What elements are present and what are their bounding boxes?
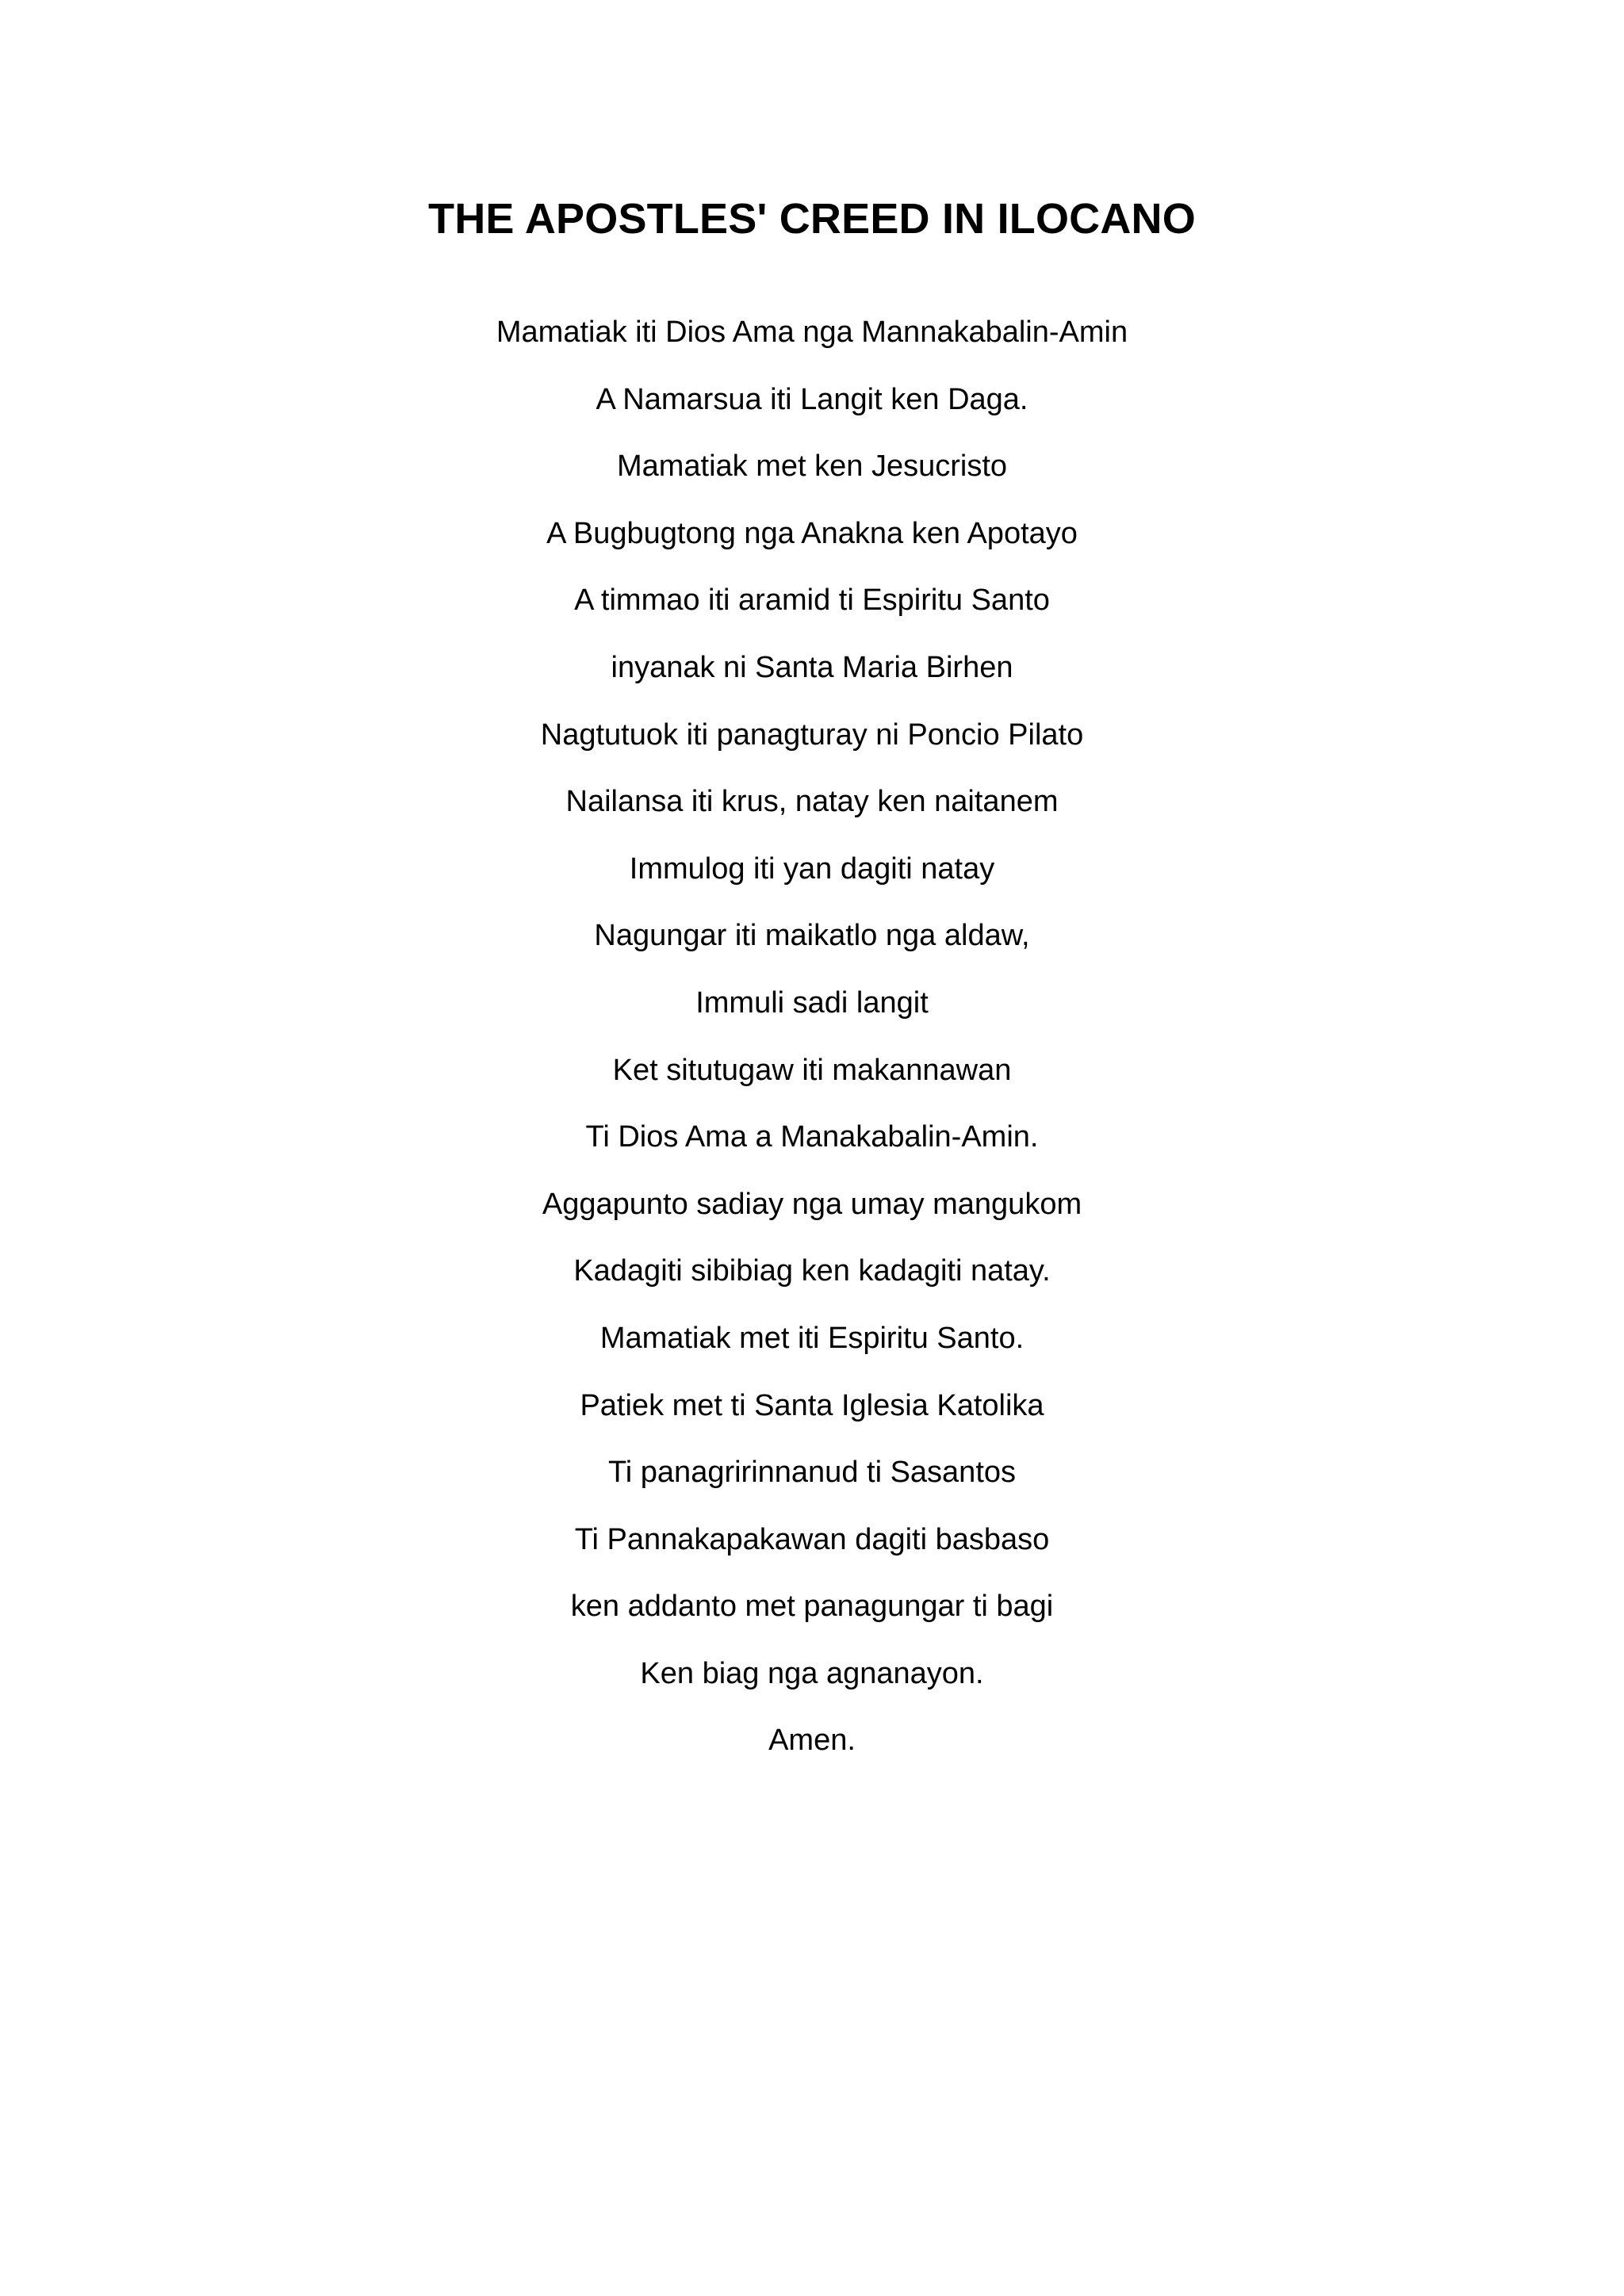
creed-line: Immuli sadi langit: [695, 985, 929, 1020]
creed-line: ken addanto met panagungar ti bagi: [570, 1590, 1054, 1624]
creed-lines: [0, 312, 1624, 1788]
creed-line: inyanak ni Santa Maria Birhen: [611, 650, 1013, 684]
creed-line: Ti Pannakapakawan dagiti basbaso: [574, 1522, 1050, 1556]
creed-line: Amen.: [768, 1724, 856, 1758]
creed-line: Immulog iti yan dagiti natay: [629, 851, 995, 886]
creed-line: Nagtutuok iti panagturay ni Poncio Pilato: [540, 718, 1084, 752]
creed-line: Nailansa iti krus, natay ken naitanem: [565, 785, 1059, 819]
page-title: THE APOSTLES' CREED IN ILOCANO: [428, 195, 1196, 243]
creed-line: A timmao iti aramid ti Espiritu Santo: [574, 584, 1050, 618]
creed-line: Ket situtugaw iti makannawan: [612, 1053, 1012, 1087]
creed-line: Ti Dios Ama a Manakabalin-Amin.: [585, 1120, 1039, 1154]
creed-line: Mamatiak iti Dios Ama nga Mannakabalin-Amin: [496, 316, 1128, 349]
creed-line: Kadagiti sibibiag ken kadagiti natay.: [573, 1254, 1051, 1288]
creed-line: Aggapunto sadiay nga umay mangukom: [542, 1187, 1082, 1221]
creed-line: Patiek met ti Santa Iglesia Katolika: [580, 1388, 1044, 1422]
creed-line: Ti panagririnnanud ti Sasantos: [607, 1456, 1017, 1490]
creed-line: Mamatiak met iti Espiritu Santo.: [599, 1321, 1025, 1355]
creed-line: A Bugbugtong nga Anakna ken Apotayo: [546, 516, 1078, 550]
creed-line: Ken biag nga agnanayon.: [640, 1656, 984, 1690]
creed-line: A Namarsua iti Langit ken Daga.: [596, 382, 1028, 416]
creed-line: Nagungar iti maikatlo nga aldaw,: [594, 919, 1030, 953]
creed-line: Mamatiak met ken Jesucristo: [616, 450, 1008, 484]
